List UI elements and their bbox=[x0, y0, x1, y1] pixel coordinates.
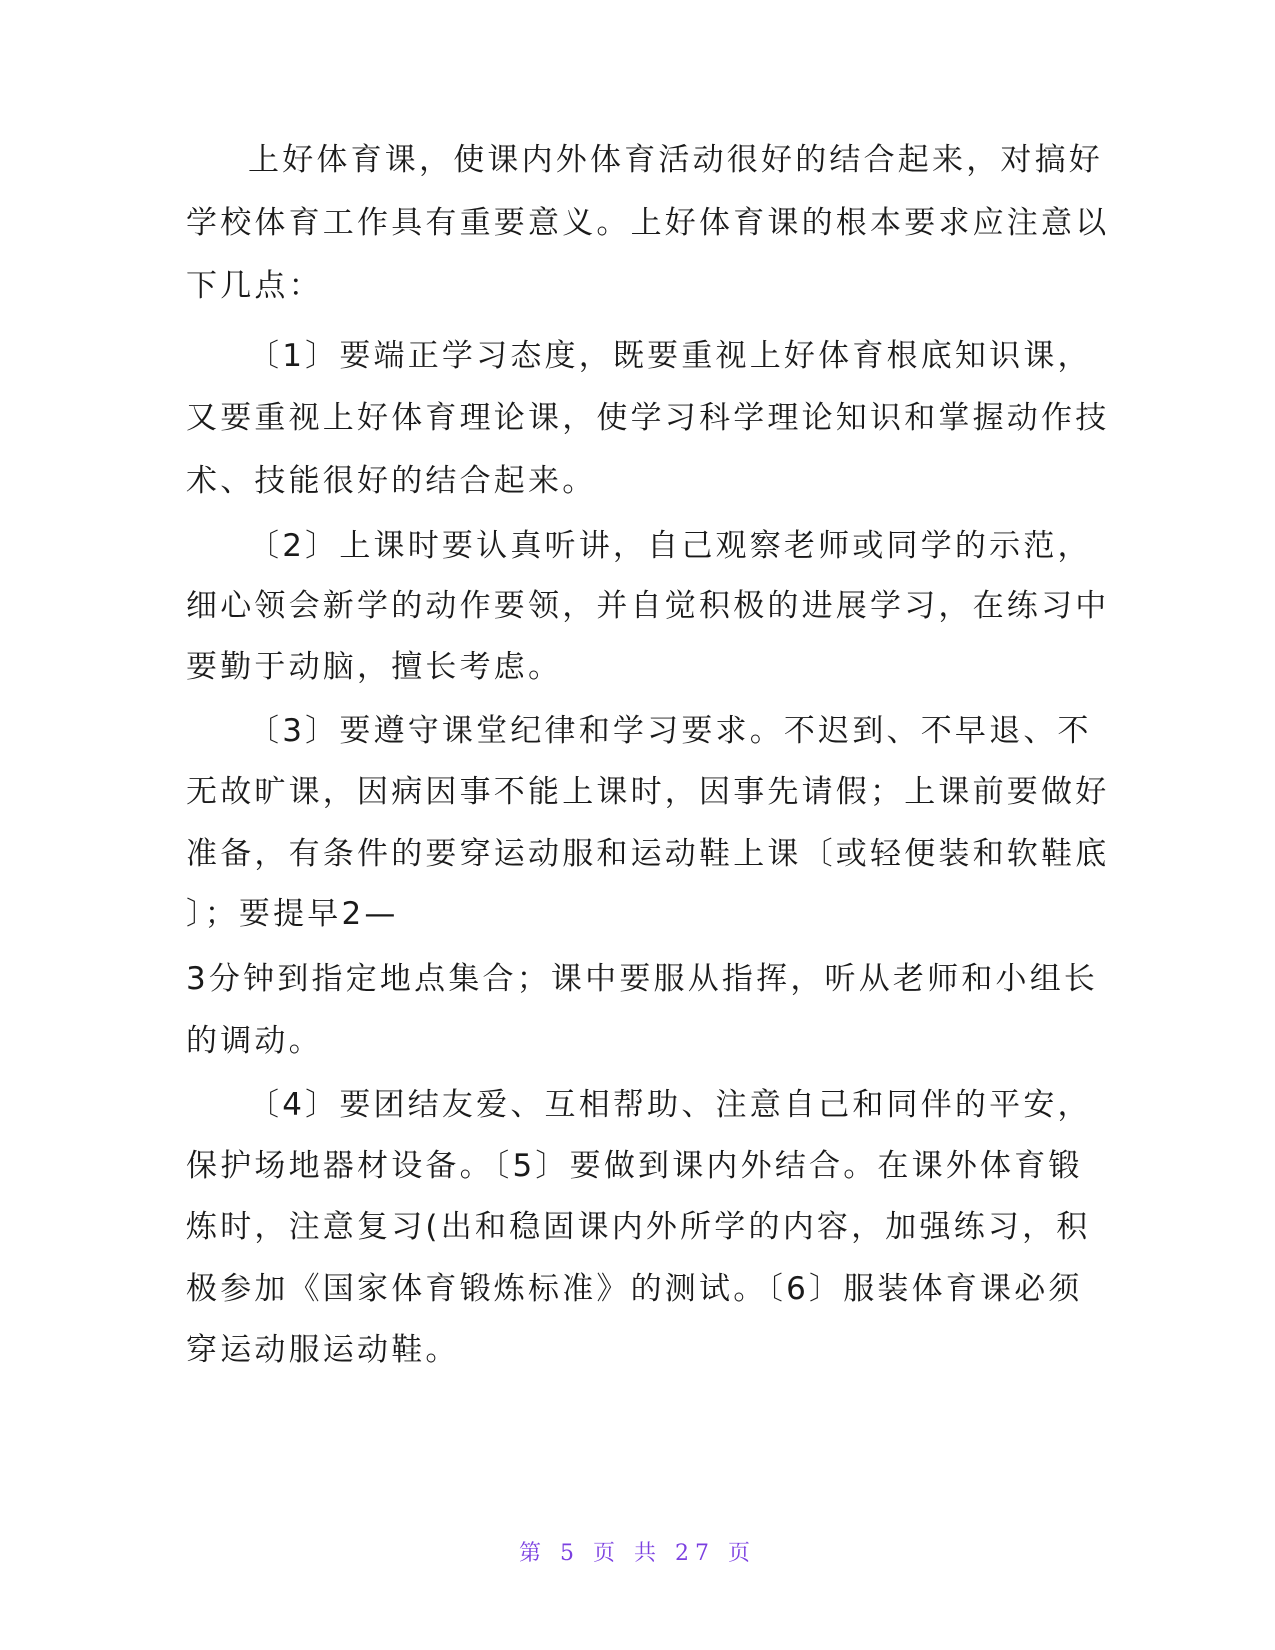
page-number-footer: 第 5 页 共 27 页 bbox=[519, 1541, 756, 1566]
paragraph-line: 上好体育课，使课内外体育活动很好的结合起来，对搞好 bbox=[248, 142, 1103, 178]
paragraph-line: 炼时，注意复习(出和稳固课内外所学的内容，加强练习，积 bbox=[186, 1209, 1091, 1245]
paragraph-line: 保护场地器材设备。〔5〕要做到课内外结合。在课外体育锻 bbox=[186, 1148, 1083, 1184]
paragraph-line: 准备，有条件的要穿运动服和运动鞋上课〔或轻便装和软鞋底 bbox=[186, 836, 1110, 872]
paragraph-line: 无故旷课，因病因事不能上课时，因事先请假；上课前要做好 bbox=[186, 774, 1110, 810]
paragraph-line: 〔3〕要遵守课堂纪律和学习要求。不迟到、不早退、不 bbox=[248, 713, 1092, 749]
paragraph-line: 〔1〕要端正学习态度，既要重视上好体育根底知识课， bbox=[248, 338, 1092, 374]
paragraph-line: 又要重视上好体育理论课，使学习科学理论知识和掌握动作技 bbox=[186, 400, 1110, 436]
paragraph-line: 要勤于动脑，擅长考虑。 bbox=[186, 649, 563, 685]
paragraph-line: 穿运动服运动鞋。 bbox=[186, 1332, 460, 1368]
paragraph-line: 细心领会新学的动作要领，并自觉积极的进展学习，在练习中 bbox=[186, 588, 1110, 624]
paragraph-line: 〕；要提早2— bbox=[186, 896, 399, 932]
paragraph-line: 〔4〕要团结友爱、互相帮助、注意自己和同伴的平安， bbox=[248, 1087, 1092, 1123]
paragraph-line: 学校体育工作具有重要意义。上好体育课的根本要求应注意以 bbox=[186, 205, 1110, 241]
paragraph-line: 3分钟到指定地点集合；课中要服从指挥，听从老师和小组长 bbox=[186, 961, 1099, 997]
paragraph-line: 的调动。 bbox=[186, 1023, 323, 1059]
paragraph-line: 下几点： bbox=[186, 268, 323, 304]
paragraph-line: 术、技能很好的结合起来。 bbox=[186, 463, 597, 499]
paragraph-line: 〔2〕上课时要认真听讲，自己观察老师或同学的示范， bbox=[248, 528, 1092, 564]
paragraph-line: 极参加《国家体育锻炼标准》的测试。〔6〕服装体育课必须 bbox=[186, 1271, 1083, 1307]
